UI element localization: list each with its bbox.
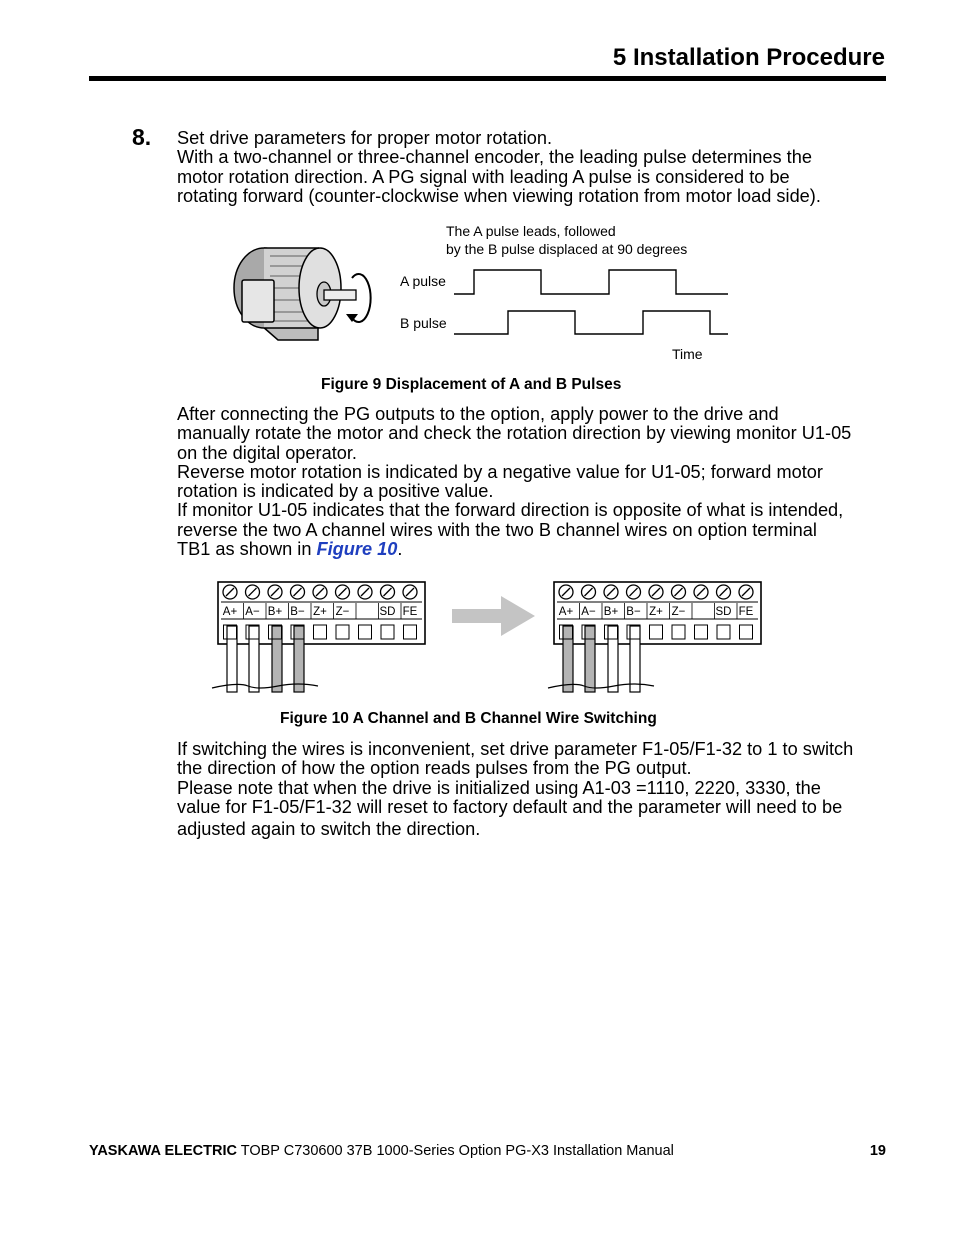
terminal-wire (630, 626, 640, 692)
terminal-label: Z− (671, 606, 686, 618)
terminal-wire (294, 626, 304, 692)
step-line: With a two-channel or three-channel encoder, the leading pulse determines the (177, 147, 812, 168)
para-line: After connecting the PG outputs to the option, apply power to the drive and (177, 404, 779, 424)
terminal-label: A− (245, 606, 260, 618)
terminal-wire (227, 626, 237, 692)
figure10-caption: Figure 10 A Channel and B Channel Wire Switching (280, 710, 657, 727)
figure10-diagram (205, 578, 775, 696)
terminal-label: A− (581, 606, 596, 618)
b-pulse-waveform (454, 311, 728, 334)
figure9-caption: Figure 9 Displacement of A and B Pulses (321, 376, 622, 393)
footer-doc-title: TOBP C730600 37B 1000-Series Option PG-X3 Installation Manual (236, 1143, 674, 1159)
para-text: . (397, 539, 403, 560)
step-text (177, 129, 889, 206)
terminal-label: B+ (267, 606, 283, 618)
terminal-label: Z− (335, 606, 350, 618)
para-line: manually rotate the motor and check the rotation direction by viewing monitor U1-05 (177, 423, 852, 444)
terminal-label: B− (626, 606, 641, 618)
para-line: reverse the two A channel wires with the two B channel wires on option terminal (177, 519, 817, 540)
terminal-label: Z+ (649, 606, 663, 618)
paragraph-3 (177, 740, 889, 839)
paragraph-2 (177, 405, 889, 559)
figure9-annotation: by the B pulse displaced at 90 degrees (446, 241, 688, 257)
figure9-diagram (220, 218, 740, 368)
terminal-label: SD (715, 606, 732, 618)
figure10-link[interactable]: Figure 10 (316, 539, 398, 560)
page-number: 19 (869, 1143, 886, 1159)
terminal-wire (249, 626, 259, 692)
terminal-label: FE (738, 606, 754, 618)
terminal-label: Z+ (313, 606, 327, 618)
para-line: Reverse motor rotation is indicated by a negative value for U1-05; forward motor (177, 461, 823, 482)
footer-brand: YASKAWA ELECTRIC (89, 1143, 237, 1159)
terminal-wire (563, 626, 573, 692)
para-line: rotation is indicated by a positive value. (177, 481, 494, 502)
step-line: motor rotation direction. A PG signal with leading A pulse is considered to be (177, 166, 790, 187)
a-pulse-label: A pulse (400, 273, 446, 289)
para-line: If switching the wires is inconvenient, set drive parameter F1-05/F1-32 to 1 to switch (177, 739, 854, 759)
para-line: the direction of how the option reads pulses from the PG output. (177, 758, 692, 779)
header-rule (89, 76, 886, 81)
para-line: If monitor U1-05 indicates that the forward direction is opposite of what is intended, (177, 500, 844, 521)
step-number: 8. (132, 124, 152, 150)
terminal-wire (585, 626, 595, 692)
terminal-label: FE (402, 606, 418, 618)
terminal-label: SD (379, 606, 396, 618)
footer (89, 1143, 886, 1159)
figure9-annotation: The A pulse leads, followed (446, 223, 616, 239)
para-line: Please note that when the drive is initialized using A1-03 =1110, 2220, 3330, the (177, 777, 821, 798)
terminal-wire (608, 626, 618, 692)
terminal-block-before (212, 582, 425, 692)
step-intro: Set drive parameters for proper motor rotation. (177, 128, 553, 148)
terminal-label: A+ (222, 606, 238, 618)
section-title: 5 Installation Procedure (612, 44, 885, 71)
arrow-right-icon (452, 596, 535, 636)
step-line: rotating forward (counter-clockwise when viewing rotation from motor load side). (177, 185, 821, 206)
para-line: adjusted again to switch the direction. (177, 819, 481, 840)
motor-illustration (234, 248, 371, 340)
para-text: TB1 as shown in (177, 539, 317, 560)
time-label: Time (672, 346, 703, 362)
terminal-block-after (548, 582, 761, 692)
terminal-label: B− (290, 606, 305, 618)
terminal-label: A+ (558, 606, 574, 618)
para-line: on the digital operator. (177, 442, 357, 463)
para-line: value for F1-05/F1-32 will reset to factory default and the parameter will need to be (177, 796, 843, 817)
b-pulse-label: B pulse (400, 315, 447, 331)
terminal-label: B+ (603, 606, 619, 618)
terminal-wire (272, 626, 282, 692)
para-line (177, 540, 889, 559)
a-pulse-waveform (454, 270, 728, 294)
